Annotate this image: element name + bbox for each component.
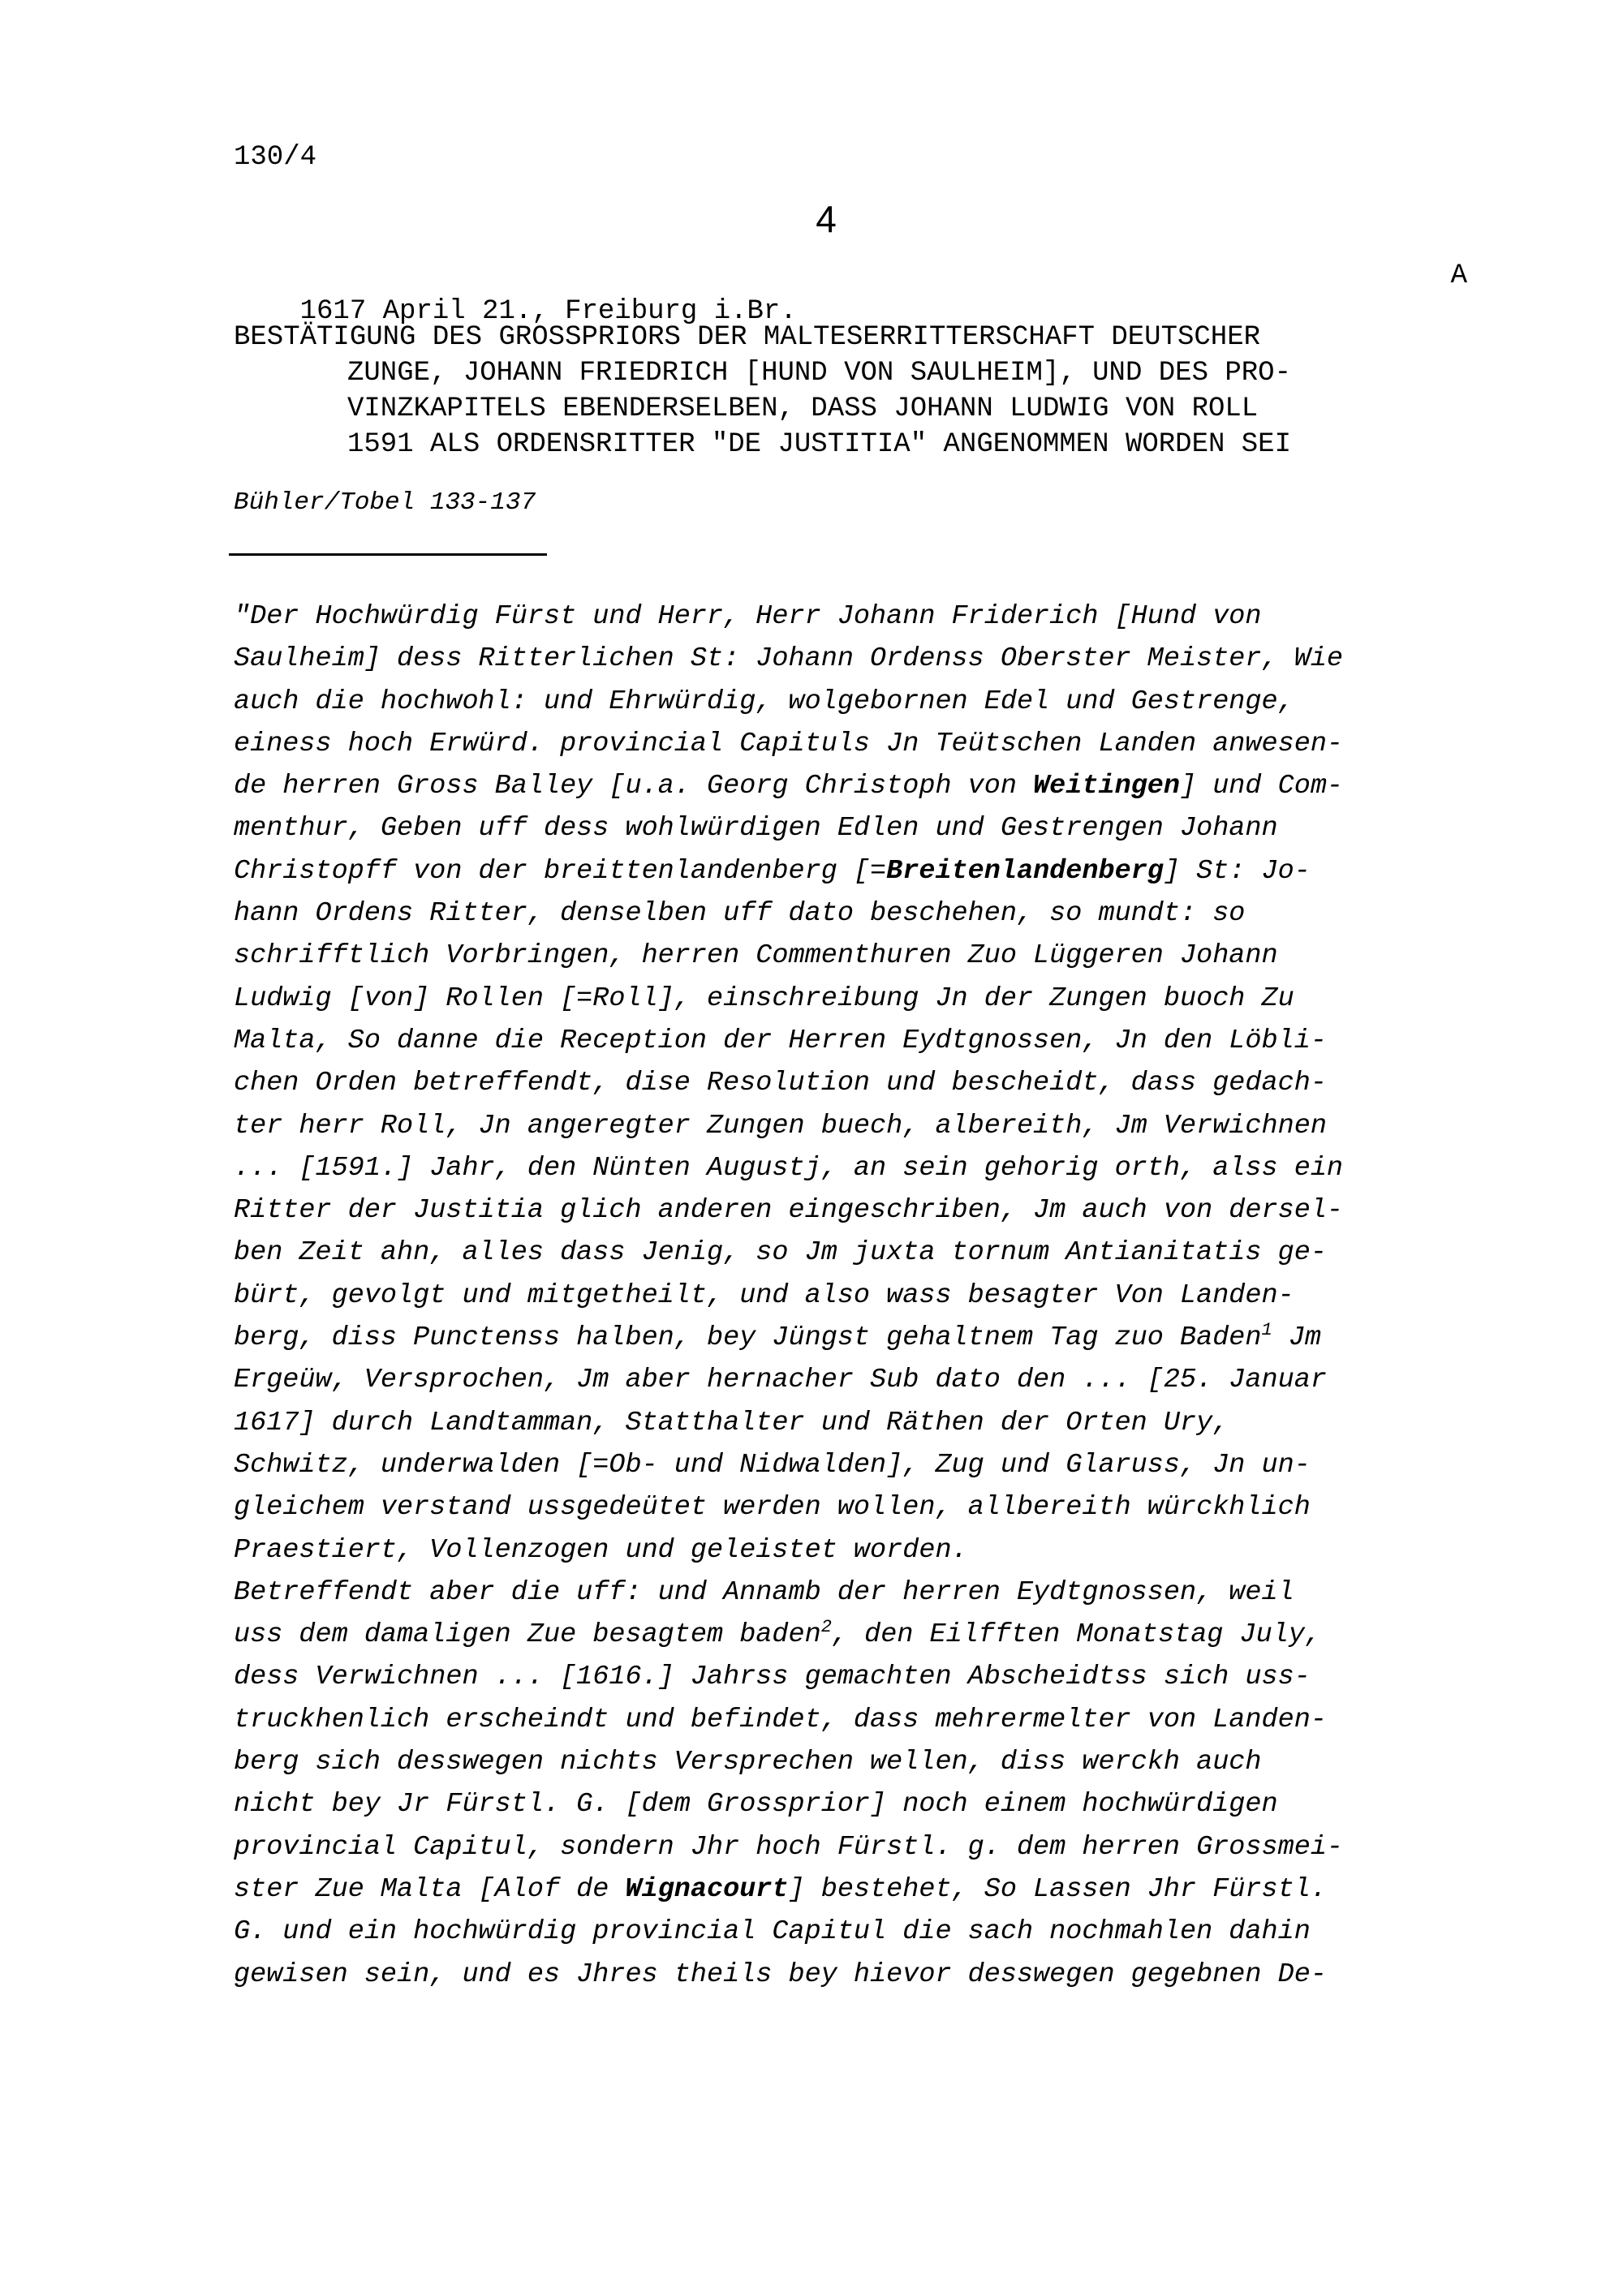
body-text-segment: , den Eilfften Monatstag July, bbox=[831, 1619, 1322, 1651]
body-line bbox=[234, 1656, 1532, 1698]
body-text-segment: Jm bbox=[1272, 1322, 1322, 1354]
body-line bbox=[234, 1741, 1532, 1783]
regest-line: 1591 ALS ORDENSRITTER "DE JUSTITIA" ANGENOMMEN WORDEN SEI bbox=[347, 429, 1291, 460]
body-text-segment: berg sich desswegen nichts Versprechen wellen, diss werckh auch bbox=[234, 1747, 1262, 1778]
body-line bbox=[234, 978, 1532, 1020]
emphasized-name: Wignacourt bbox=[625, 1873, 789, 1905]
document-number: 4 bbox=[816, 198, 837, 240]
body-text-segment: Schwitz, underwalden [=Ob- und Nidwalden], Zug und Glaruss, Jn un- bbox=[234, 1449, 1311, 1481]
body-line bbox=[234, 681, 1532, 723]
body-line bbox=[234, 1189, 1532, 1232]
document-type: A bbox=[1450, 260, 1467, 291]
body-line bbox=[234, 1486, 1532, 1529]
body-line bbox=[234, 595, 1532, 638]
archive-reference: 130/4 bbox=[234, 142, 317, 173]
body-text-segment: Ludwig [von] Rollen [=Roll], einschreibung Jn der Zungen buoch Zu bbox=[234, 982, 1294, 1014]
body-line bbox=[234, 1020, 1532, 1062]
body-line bbox=[234, 723, 1532, 765]
body-text-segment: Saulheim] dess Ritterlichen St: Johann Ordenss Oberster Meister, Wie bbox=[234, 643, 1344, 675]
body-line bbox=[234, 1529, 1532, 1572]
body-line bbox=[234, 1317, 1532, 1359]
body-text-segment: Malta, So danne die Reception der Herren Eydtgnossen, Jn den Löbli- bbox=[234, 1025, 1327, 1056]
body-text-segment: "Der Hochwürdig Fürst und Herr, Herr Johann Friderich [Hund von bbox=[234, 601, 1262, 632]
regest-heading bbox=[234, 320, 1516, 462]
body-line bbox=[234, 638, 1532, 680]
body-text-segment: Betreffendt aber die uff: und Annamb der herren Eydtgnossen, weil bbox=[234, 1576, 1294, 1608]
body-line bbox=[234, 892, 1532, 935]
body-text-segment: ] bestehet, So Lassen Jhr Fürstl. bbox=[788, 1873, 1327, 1905]
regest-line: BESTÄTIGUNG DES GROSSPRIORS DER MALTESERRITTERSCHAFT DEUTSCHER bbox=[234, 322, 1261, 353]
body-text-segment: truckhenlich erscheindt und befindet, dass mehrermelter von Landen- bbox=[234, 1704, 1327, 1735]
body-text-segment: ben Zeit ahn, alles dass Jenig, so Jm juxta tornum Antianitatis ge- bbox=[234, 1237, 1327, 1269]
body-line bbox=[234, 1147, 1532, 1189]
body-line bbox=[234, 1954, 1532, 1996]
date-place: 1617 April 21., Freiburg i.Br. bbox=[299, 296, 797, 327]
body-line bbox=[234, 1783, 1532, 1825]
body-text-segment: Ergeüw, Versprochen, Jm aber hernacher Sub dato den ... [25. Januar bbox=[234, 1365, 1327, 1396]
body-text-segment: einess hoch Erwürd. provincial Capituls Jn Teütschen Landen anwesen- bbox=[234, 728, 1344, 759]
body-line bbox=[234, 1275, 1532, 1317]
body-line bbox=[234, 1444, 1532, 1486]
body-text-segment: ] St: Jo- bbox=[1163, 855, 1311, 887]
source-citation: Bühler/Tobel 133-137 bbox=[234, 488, 536, 517]
transcription-body bbox=[234, 595, 1532, 1996]
body-text-segment: ster Zue Malta [Alof de bbox=[234, 1873, 626, 1905]
body-line bbox=[234, 1826, 1532, 1868]
body-text-segment: ter herr Roll, Jn angeregter Zungen buech, albereith, Jm Verwichnen bbox=[234, 1110, 1327, 1142]
body-text-segment: menthur, Geben uff dess wohlwürdigen Edlen und Gestrengen Johann bbox=[234, 813, 1278, 845]
body-line bbox=[234, 1359, 1532, 1401]
body-text-segment: berg, diss Punctenss halben, bey Jüngst gehaltnem Tag zuo Baden bbox=[234, 1322, 1262, 1354]
body-text-segment: ... [1591.] Jahr, den Nünten Augustj, an sein gehorig orth, alss ein bbox=[234, 1152, 1344, 1184]
body-line bbox=[234, 1062, 1532, 1104]
body-text-segment: auch die hochwohl: und Ehrwürdig, wolgebornen Edel und Gestrenge, bbox=[234, 686, 1294, 717]
footnote-marker: 1 bbox=[1261, 1320, 1272, 1341]
body-line bbox=[234, 1572, 1532, 1614]
body-line bbox=[234, 1699, 1532, 1741]
body-text-segment: ] und Com- bbox=[1180, 771, 1344, 802]
body-line bbox=[234, 850, 1532, 892]
body-text-segment: de herren Gross Balley [u.a. Georg Christoph von bbox=[234, 771, 1034, 802]
body-line bbox=[234, 765, 1532, 807]
separator-rule bbox=[229, 553, 547, 556]
body-text-segment: uss dem damaligen Zue besagtem baden bbox=[234, 1619, 821, 1651]
body-text-segment: dess Verwichnen ... [1616.] Jahrss gemachten Abscheidtss sich uss- bbox=[234, 1662, 1311, 1693]
footnote-marker: 2 bbox=[820, 1617, 832, 1638]
body-text-segment: Praestiert, Vollenzogen und geleistet worden. bbox=[234, 1534, 968, 1566]
body-text-segment: Ritter der Justitia glich anderen eingeschriben, Jm auch von dersel- bbox=[234, 1195, 1344, 1227]
body-line bbox=[234, 935, 1532, 977]
body-line bbox=[234, 1402, 1532, 1444]
body-text-segment: G. und ein hochwürdig provincial Capitul die sach nochmahlen dahin bbox=[234, 1916, 1311, 1948]
body-line bbox=[234, 807, 1532, 849]
body-text-segment: Christopff von der breittenlandenberg [= bbox=[234, 855, 887, 887]
body-text-segment: provincial Capitul, sondern Jhr hoch Fürstl. g. dem herren Grossmei- bbox=[234, 1831, 1344, 1863]
emphasized-name: Weitingen bbox=[1033, 771, 1180, 802]
body-text-segment: bürt, gevolgt und mitgetheilt, und also wass besagter Von Landen- bbox=[234, 1279, 1294, 1311]
document-page bbox=[234, 0, 1500, 2296]
emphasized-name: Breitenlandenberg bbox=[886, 855, 1164, 887]
body-line bbox=[234, 1105, 1532, 1147]
body-line bbox=[234, 1232, 1532, 1274]
body-text-segment: chen Orden betreffendt, dise Resolution und bescheidt, dass gedach- bbox=[234, 1068, 1327, 1099]
body-line bbox=[234, 1614, 1532, 1656]
regest-line: ZUNGE, JOHANN FRIEDRICH [HUND VON SAULHEIM], UND DES PRO- bbox=[347, 358, 1291, 389]
body-text-segment: schrifftlich Vorbringen, herren Commenthuren Zuo Lüggeren Johann bbox=[234, 940, 1278, 972]
body-text-segment: 1617] durch Landtamman, Statthalter und Räthen der Orten Ury, bbox=[234, 1407, 1229, 1438]
body-line bbox=[234, 1911, 1532, 1953]
body-text-segment: gleichem verstand ussgedeütet werden wollen, allbereith würckhlich bbox=[234, 1492, 1311, 1524]
body-text-segment: hann Ordens Ritter, denselben uff dato beschehen, so mundt: so bbox=[234, 898, 1246, 930]
body-text-segment: gewisen sein, und es Jhres theils bey hievor desswegen gegebnen De- bbox=[234, 1958, 1327, 1990]
body-line bbox=[234, 1868, 1532, 1911]
regest-line: VINZKAPITELS EBENDERSELBEN, DASS JOHANN LUDWIG VON ROLL bbox=[347, 393, 1259, 424]
body-text-segment: nicht bey Jr Fürstl. G. [dem Grossprior] noch einem hochwürdigen bbox=[234, 1789, 1278, 1821]
